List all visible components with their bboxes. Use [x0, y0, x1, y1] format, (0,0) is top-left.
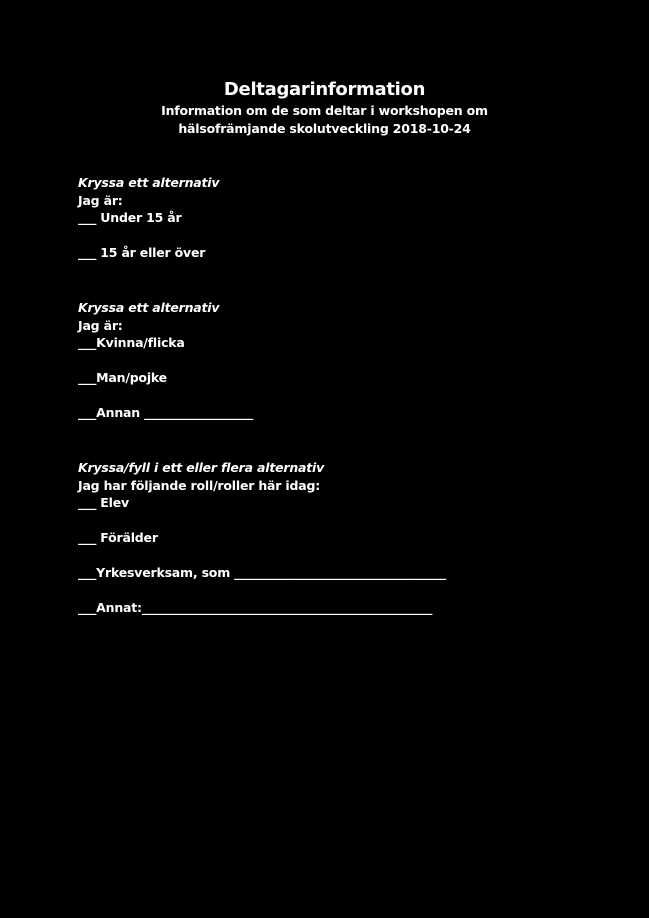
gender-instruction: Kryssa ett alternativ — [78, 300, 220, 315]
role-option-professional[interactable]: ___Yrkesverksam, som ___________________________________ — [78, 565, 446, 580]
age-instruction: Kryssa ett alternativ — [78, 175, 220, 190]
role-section — [78, 459, 558, 617]
page-title: Deltagarinformation — [223, 79, 426, 100]
age-option-under-15[interactable]: ___ Under 15 år — [78, 210, 182, 225]
form-header — [0, 78, 649, 138]
gender-section — [78, 299, 558, 422]
gender-option-other[interactable]: ___Annan __________________ — [78, 405, 254, 420]
role-instruction: Kryssa/fyll i ett eller flera alternativ — [78, 460, 325, 475]
subtitle-line-1: Information om de som deltar i workshopen om — [161, 103, 488, 118]
gender-option-female[interactable]: ___Kvinna/flicka — [78, 335, 185, 350]
role-option-parent[interactable]: ___ Förälder — [78, 530, 158, 545]
role-option-student[interactable]: ___ Elev — [78, 495, 129, 510]
age-prompt: Jag är: — [78, 192, 123, 208]
role-option-other[interactable]: ___Annat:________________________________________________ — [78, 600, 433, 615]
role-prompt: Jag har följande roll/roller här idag: — [78, 477, 321, 493]
age-option-15-or-over[interactable]: ___ 15 år eller över — [78, 245, 206, 260]
age-section — [78, 174, 558, 262]
gender-option-male[interactable]: ___Man/pojke — [78, 370, 167, 385]
subtitle-line-2: hälsofrämjande skolutveckling 2018-10-24 — [178, 121, 471, 136]
gender-prompt: Jag är: — [78, 317, 123, 333]
